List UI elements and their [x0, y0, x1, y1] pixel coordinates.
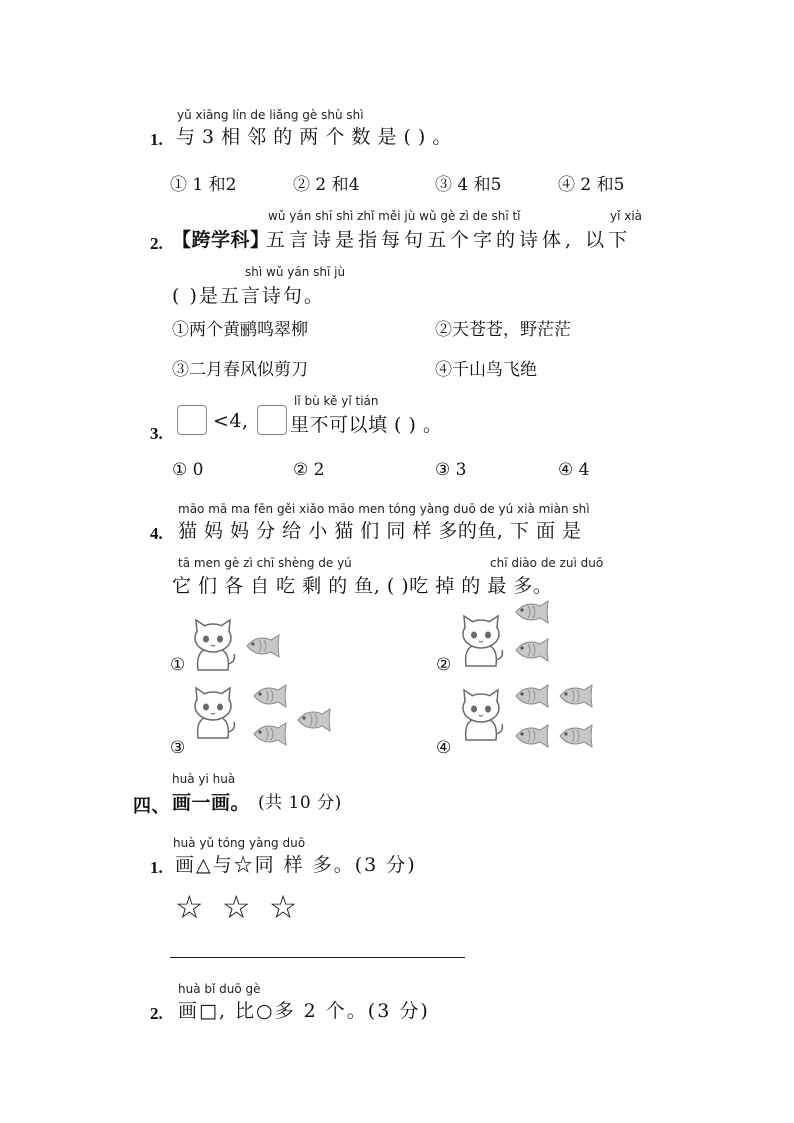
fish-icon [512, 636, 552, 668]
q3-pinyin: lǐ bù kě yǐ tián [294, 394, 379, 408]
fish-icon [512, 598, 552, 630]
option-1[interactable]: ① 1 和2 [170, 175, 237, 195]
option-4[interactable]: ④ 2 和5 [558, 175, 625, 195]
q2-text: 五言诗是指每句五个字的诗体, 以下 [266, 229, 632, 251]
d2-text: 画□, 比○多 2 个。(3 分) [178, 1000, 430, 1022]
section-pinyin: huà yi huà [172, 772, 236, 786]
q2-pinyin2: shì wǔ yán shī jù [245, 265, 346, 279]
q2-tag: 【跨学科】 [172, 229, 270, 251]
q4-text2: 它 们 各 自 吃 剩 的 鱼, ( )吃 掉 的 最 多。 [172, 575, 553, 597]
star-icon: ☆ ☆ ☆ [175, 888, 302, 926]
question-number: 4. [150, 524, 163, 543]
answer-line[interactable] [170, 957, 465, 958]
option-4[interactable]: ④ 4 [558, 460, 590, 480]
option-4[interactable]: ④千山鸟飞绝 [435, 360, 537, 380]
answer-box[interactable] [257, 405, 287, 435]
q2-pinyin: wǔ yán shī shì zhǐ měi jù wǔ gè zì de shī tǐ [268, 209, 521, 223]
q4-pinyin2: tā men gè zì chī shèng de yú [178, 556, 352, 570]
q2-text2: ( )是五言诗句。 [172, 285, 325, 307]
option-3[interactable]: ③ [170, 738, 186, 758]
option-1[interactable]: ①两个黄鹂鸣翠柳 [172, 320, 308, 340]
option-2[interactable]: ②天苍苍，野茫茫 [435, 320, 571, 340]
option-2[interactable]: ② 2 [293, 460, 325, 480]
option-2[interactable]: ② [436, 655, 452, 675]
section-points: (共 10 分) [258, 793, 342, 813]
fish-icon [250, 682, 290, 714]
d2-pinyin: huà bǐ duō gè [178, 982, 261, 996]
cat-icon [458, 614, 504, 674]
option-2[interactable]: ② 2 和4 [293, 175, 360, 195]
q4-pinyin: māo mā ma fēn gěi xiǎo māo men tóng yàng duō de yú xià miàn shì [178, 502, 590, 516]
option-3[interactable]: ③ 3 [435, 460, 467, 480]
d1-pinyin: huà yǔ tóng yàng duō [173, 836, 306, 850]
fish-icon [243, 632, 283, 664]
question-number: 1. [150, 858, 163, 877]
fish-icon [556, 682, 596, 714]
option-1[interactable]: ① 0 [172, 460, 204, 480]
cat-icon [190, 686, 236, 746]
option-3[interactable]: ③ 4 和5 [435, 175, 502, 195]
fish-icon [512, 682, 552, 714]
q1-pinyin: yǔ xiāng lín de liǎng gè shù shì [177, 108, 364, 122]
fish-icon [250, 720, 290, 752]
q3-lt: <4, [213, 410, 249, 432]
question-number: 2. [150, 234, 163, 253]
section-title: 画一画。 [172, 792, 251, 814]
option-1[interactable]: ① [170, 655, 186, 675]
fish-icon [556, 722, 596, 754]
cat-icon [458, 688, 504, 748]
question-number: 2. [150, 1004, 163, 1023]
q2-pinyin-tail: yǐ xià [610, 209, 643, 223]
option-4[interactable]: ④ [436, 738, 452, 758]
question-number: 1. [150, 130, 163, 149]
section-label: 四、 [133, 796, 170, 817]
option-3[interactable]: ③二月春风似剪刀 [172, 360, 308, 380]
cat-icon [190, 618, 236, 678]
answer-box[interactable] [177, 405, 207, 435]
q3-text: 里不可以填 ( ) 。 [290, 414, 443, 436]
q1-text: 与 3 相 邻 的 两 个 数 是 ( ) 。 [176, 126, 452, 148]
q4-pinyin2-tail: chī diào de zuì duō [490, 556, 604, 570]
fish-icon [294, 706, 334, 738]
fish-icon [512, 722, 552, 754]
q4-text: 猫 妈 妈 分 给 小 猫 们 同 样 多的鱼, 下 面 是 [178, 520, 582, 542]
question-number: 3. [150, 424, 163, 443]
d1-text: 画△与☆同 样 多。(3 分) [175, 854, 417, 876]
